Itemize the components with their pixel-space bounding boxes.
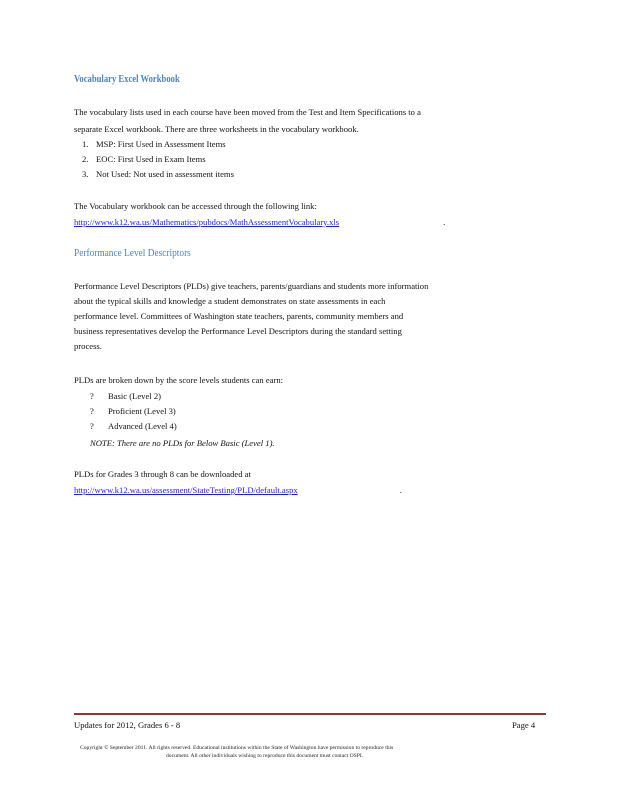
- copyright-line: Copyright © September 2011. All rights reserved. Educational institutions within the State of Washington have permission to reproduce this: [80, 745, 394, 751]
- paragraph-line: PLDs for Grades 3 through 8 can be downloaded at: [74, 469, 251, 479]
- paragraph-line: about the typical skills and knowledge a student demonstrates on state assessments in each: [74, 296, 386, 306]
- heading-vocabulary-workbook: Vocabulary Excel Workbook: [74, 74, 180, 85]
- paragraph-line: performance level. Committees of Washington state teachers, parents, community members and: [74, 311, 404, 321]
- pld-download-link[interactable]: http://www.k12.wa.us/assessment/StateTesting/PLD/default.aspx: [74, 485, 298, 495]
- trailing-period: .: [443, 217, 446, 227]
- paragraph-line: The Vocabulary workbook can be accessed through the following link:: [74, 201, 317, 211]
- paragraph-line: [74, 217, 445, 227]
- bullet-glyph: ?: [90, 391, 94, 401]
- score-level-list: [90, 391, 177, 436]
- footer-rule: [74, 713, 546, 715]
- list-number: 2.: [82, 154, 89, 164]
- paragraph-pld-download: [74, 469, 402, 495]
- copyright-line: document. All other individuals wishing to reproduce this document must contact OSPI.: [166, 753, 364, 759]
- paragraph-score-levels: PLDs are broken down by the score levels students can earn:: [74, 375, 284, 385]
- footer-updates: Updates for 2012, Grades 6 - 8: [74, 720, 181, 730]
- bullet-glyph: ?: [90, 421, 94, 431]
- paragraph-line: Performance Level Descriptors (PLDs) give teachers, parents/guardians and students more information: [74, 281, 429, 291]
- list-item: [82, 169, 234, 184]
- list-item: [90, 391, 177, 406]
- paragraph-pld-description: [74, 281, 499, 356]
- paragraph-workbook-access: [74, 201, 445, 227]
- worksheet-list: [82, 139, 234, 184]
- heading-performance-level-descriptors: Performance Level Descriptors: [74, 247, 191, 259]
- list-item: [90, 421, 177, 436]
- list-text: MSP: First Used in Assessment Items: [96, 139, 226, 149]
- list-number: 3.: [82, 169, 89, 179]
- note-below-basic: NOTE: There are no PLDs for Below Basic (Level 1).: [90, 438, 275, 448]
- paragraph-line: separate Excel workbook. There are three worksheets in the vocabulary workbook.: [74, 124, 359, 134]
- list-item: [82, 154, 234, 169]
- list-item: [90, 406, 177, 421]
- paragraph-line: [74, 485, 402, 495]
- trailing-period: .: [399, 485, 402, 495]
- list-text: Basic (Level 2): [108, 391, 161, 401]
- list-number: 1.: [82, 139, 89, 149]
- vocabulary-workbook-link[interactable]: http://www.k12.wa.us/Mathematics/pubdocs/MathAssessmentVocabulary.xls: [74, 217, 340, 227]
- list-text: Advanced (Level 4): [108, 421, 177, 431]
- footer-page-number: Page 4: [512, 720, 536, 730]
- list-item: [82, 139, 234, 154]
- paragraph-line: business representatives develop the Performance Level Descriptors during the standard setting: [74, 326, 402, 336]
- paragraph-vocabulary-intro: [74, 107, 534, 134]
- list-text: EOC: First Used in Exam Items: [96, 154, 206, 164]
- list-text: Not Used: Not used in assessment items: [96, 169, 234, 179]
- paragraph-line: process.: [74, 341, 102, 351]
- list-text: Proficient (Level 3): [108, 406, 176, 416]
- bullet-glyph: ?: [90, 406, 94, 416]
- paragraph-line: The vocabulary lists used in each course have been moved from the Test and Item Specifications to a: [74, 107, 421, 117]
